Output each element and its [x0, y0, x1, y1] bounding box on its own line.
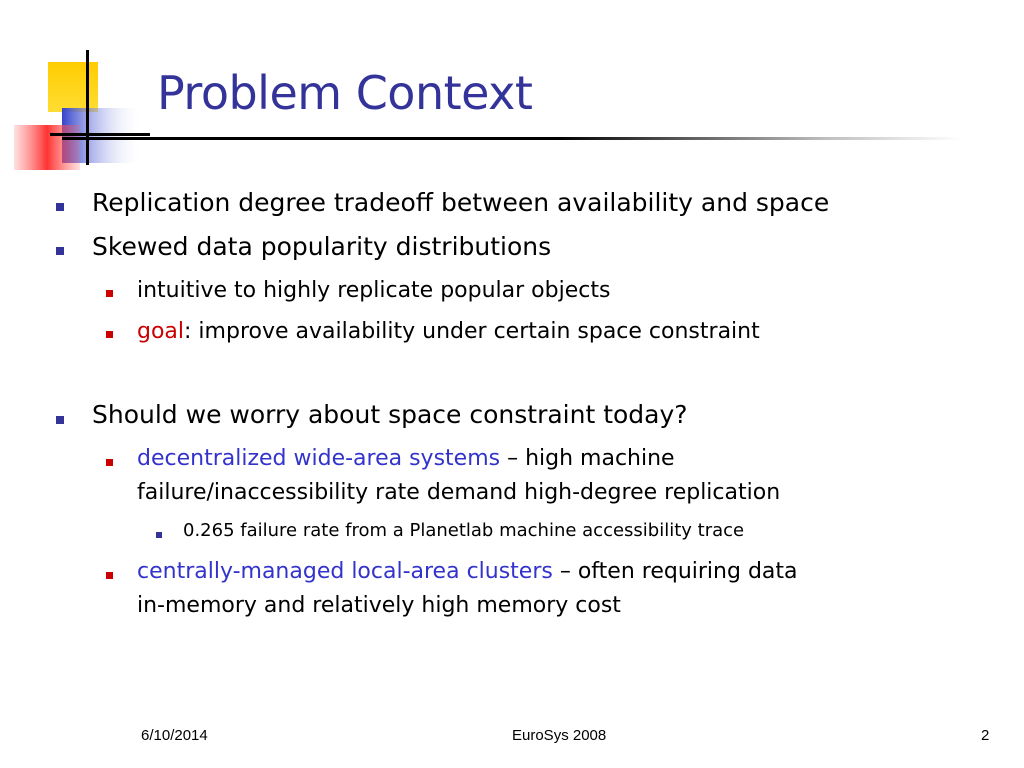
- footer-date: 6/10/2014: [141, 727, 208, 744]
- decentralized-continuation: failure/inaccessibility rate demand high-degree replication: [137, 480, 781, 505]
- decentralized-text: – high machine: [500, 446, 675, 471]
- centralized-text: – often requiring data: [552, 559, 798, 584]
- sub-bullet-intuitive: intuitive to highly replicate popular objects: [137, 278, 611, 303]
- centralized-highlight: centrally-managed local-area clusters: [137, 559, 553, 584]
- bullet-space-constraint-question: Should we worry about space constraint today?: [92, 400, 688, 429]
- goal-label: goal: [137, 319, 185, 344]
- goal-text: : improve availability under certain space constraint: [184, 319, 760, 344]
- sub-bullet-marker: [106, 459, 113, 466]
- decentralized-highlight: decentralized wide-area systems: [137, 446, 501, 471]
- sub-bullet-decentralized: [137, 446, 675, 471]
- sub-bullet-marker: [106, 331, 113, 338]
- bullet-marker: [56, 247, 64, 255]
- sub-sub-bullet-planetlab: 0.265 failure rate from a Planetlab machine accessibility trace: [183, 520, 745, 541]
- decorative-squares-logo: [0, 0, 160, 170]
- title-underline: [62, 137, 962, 140]
- sub-bullet-marker: [106, 572, 113, 579]
- bullet-marker: [56, 203, 64, 211]
- sub-bullet-marker: [106, 290, 113, 297]
- bullet-marker: [56, 416, 64, 424]
- sub-bullet-centralized: [137, 559, 798, 584]
- sub-bullet-goal: [137, 319, 760, 344]
- footer-page-number: 2: [981, 727, 990, 744]
- slide-title: Problem Context: [157, 66, 533, 120]
- centralized-continuation: in-memory and relatively high memory cost: [137, 593, 621, 618]
- sub-sub-bullet-marker: [156, 532, 162, 538]
- bullet-replication-tradeoff: Replication degree tradeoff between availability and space: [92, 188, 830, 217]
- footer-conference: EuroSys 2008: [512, 727, 607, 744]
- bullet-skewed-popularity: Skewed data popularity distributions: [92, 232, 552, 261]
